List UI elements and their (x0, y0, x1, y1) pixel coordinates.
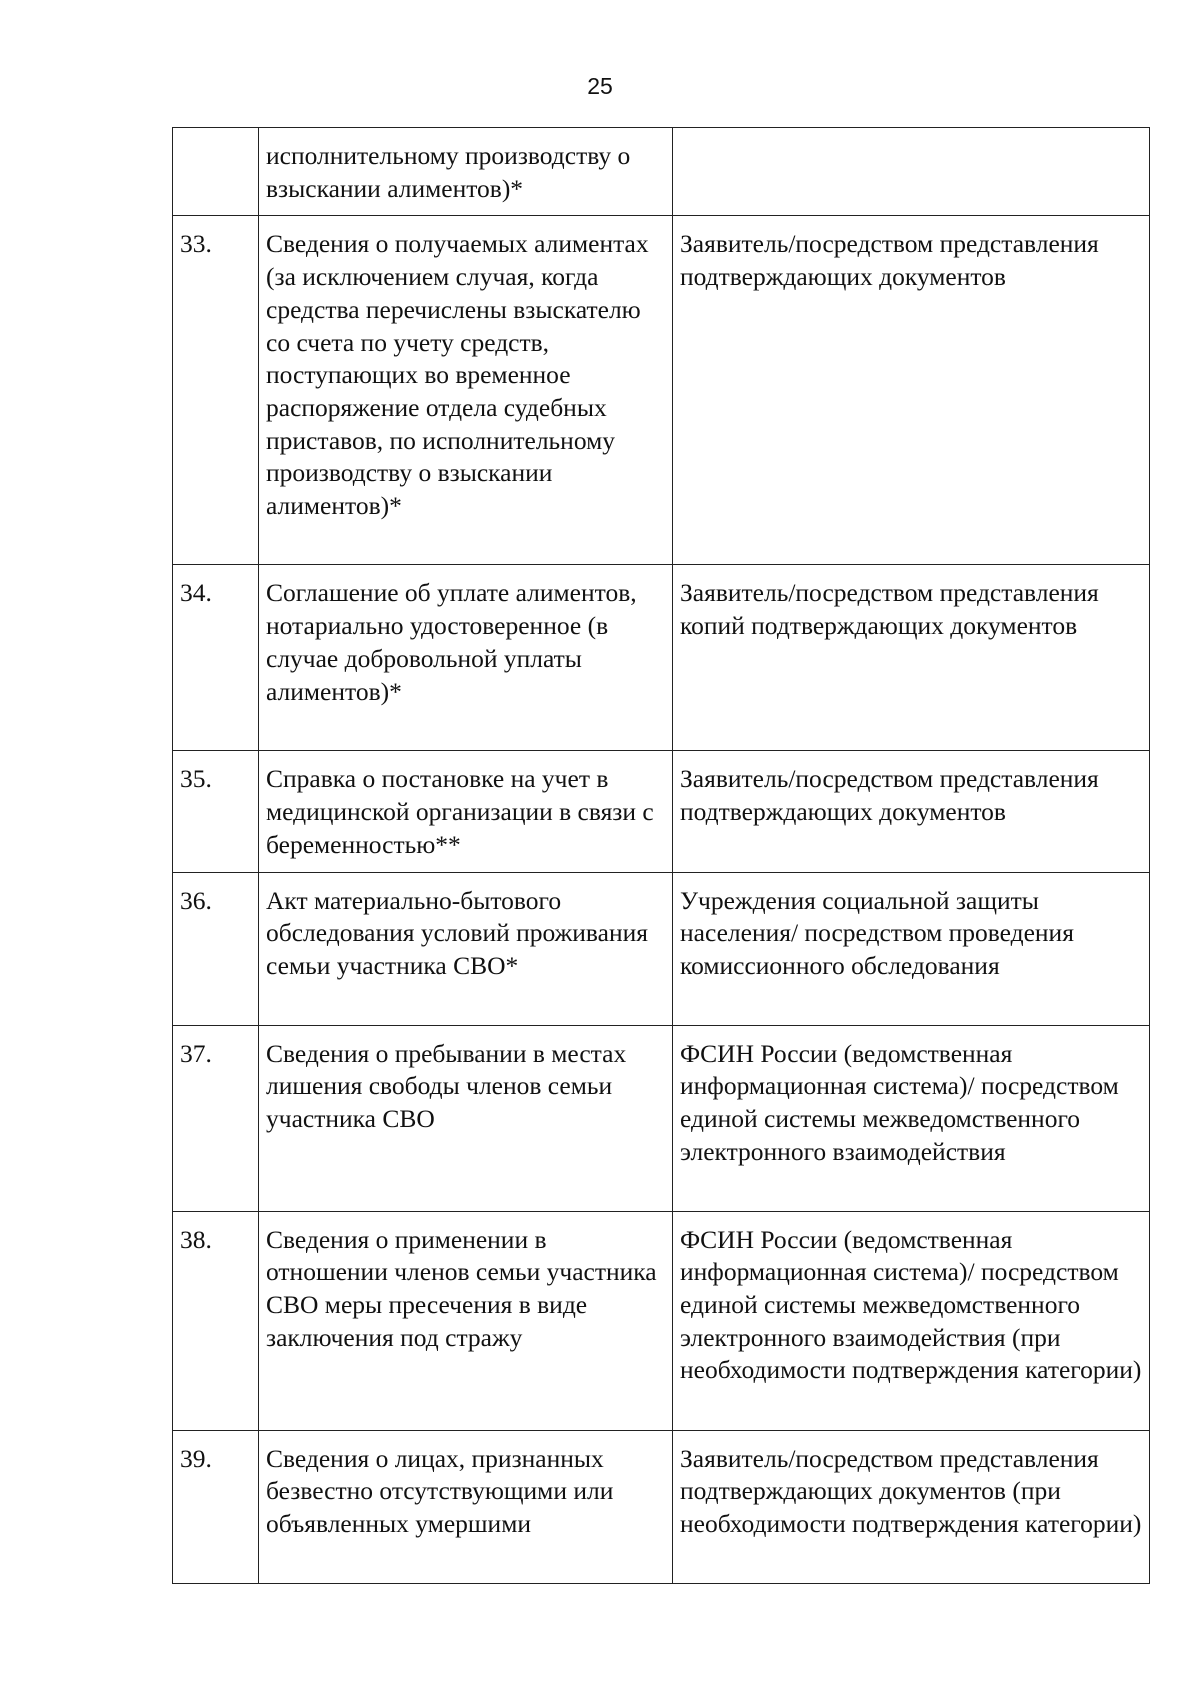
table-row (173, 128, 1150, 216)
document-source: ФСИН России (ведомственная информационная система)/ посредством единой системы межведомственного электронного взаимодействия (при необходимости подтверждения категории) (673, 1211, 1150, 1430)
page-number: 25 (587, 73, 613, 99)
document-source: Заявитель/посредством представления подтверждающих документов (673, 751, 1150, 872)
row-number: 35. (173, 751, 259, 872)
document-source: Учреждения социальной защиты населения/ посредством проведения комиссионного обследования (673, 872, 1150, 1025)
row-number: 38. (173, 1211, 259, 1430)
row-number: 34. (173, 565, 259, 751)
table-row (173, 872, 1150, 1025)
row-number (173, 128, 259, 216)
row-number: 37. (173, 1025, 259, 1211)
document-name: Сведения о пребывании в местах лишения свободы членов семьи участника СВО (259, 1025, 673, 1211)
document-name: Справка о постановке на учет в медицинской организации в связи с беременностью** (259, 751, 673, 872)
table-row (173, 1211, 1150, 1430)
document-source: ФСИН России (ведомственная информационная система)/ посредством единой системы межведомственного электронного взаимодействия (673, 1025, 1150, 1211)
row-number: 39. (173, 1430, 259, 1583)
document-source: Заявитель/посредством представления подтверждающих документов (при необходимости подтверждения категории) (673, 1430, 1150, 1583)
table-row (173, 216, 1150, 565)
table-row (173, 565, 1150, 751)
table-row (173, 1430, 1150, 1583)
row-number: 33. (173, 216, 259, 565)
document-name: Сведения о лицах, признанных безвестно отсутствующими или объявленных умершими (259, 1430, 673, 1583)
document-name: Соглашение об уплате алиментов, нотариально удостоверенное (в случае добровольной уплаты алиментов)* (259, 565, 673, 751)
document-name: исполнительному производству о взыскании алиментов)* (259, 128, 673, 216)
row-number: 36. (173, 872, 259, 1025)
table-row (173, 1025, 1150, 1211)
document-source (673, 128, 1150, 216)
document-source: Заявитель/посредством представления подтверждающих документов (673, 216, 1150, 565)
documents-table (172, 127, 1150, 1584)
document-name: Акт материально-бытового обследования условий проживания семьи участника СВО* (259, 872, 673, 1025)
table-row (173, 751, 1150, 872)
document-name: Сведения о применении в отношении членов семьи участника СВО меры пресечения в виде заключения под стражу (259, 1211, 673, 1430)
document-name: Сведения о получаемых алиментах (за исключением случая, когда средства перечислены взыскателю со счета по учету средств, поступающих во временное распоряжение отдела судебных приставов, по исполнительному производству о взыскании алиментов)* (259, 216, 673, 565)
document-source: Заявитель/посредством представления копий подтверждающих документов (673, 565, 1150, 751)
